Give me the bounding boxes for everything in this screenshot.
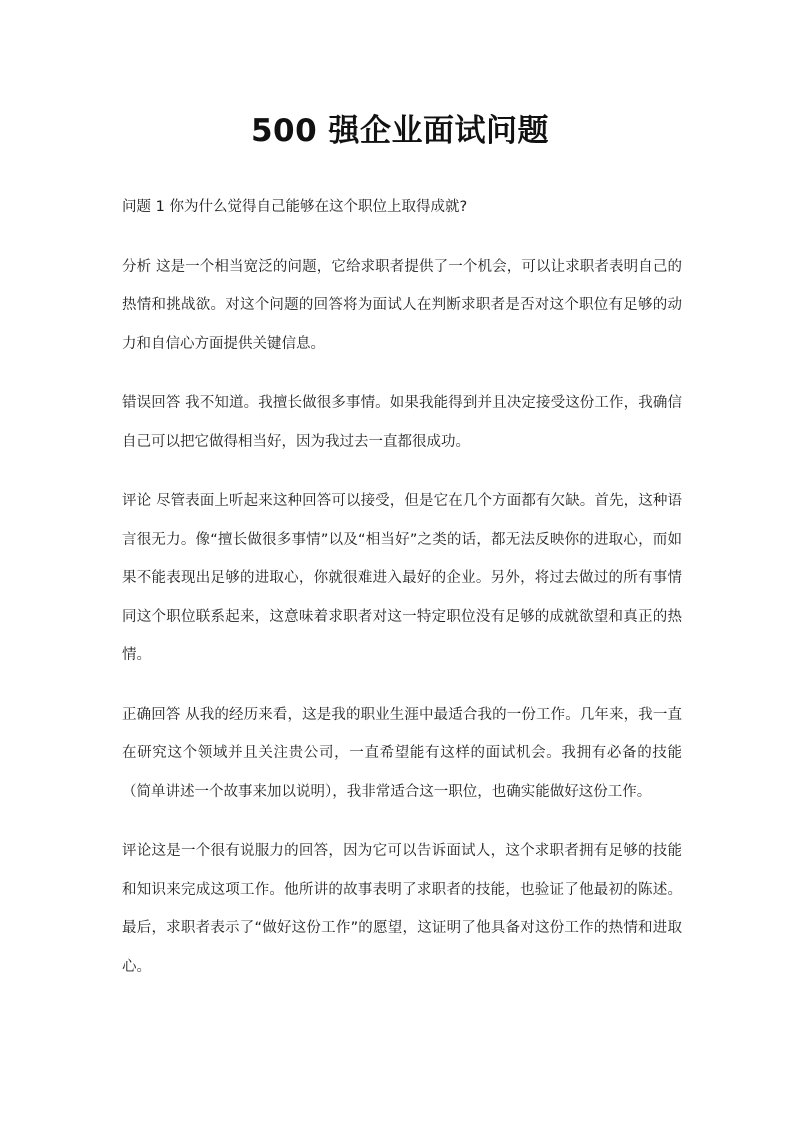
final-comment-paragraph: 评论这是一个很有说服力的回答，因为它可以告诉面试人，这个求职者拥有足够的技能和知识来完成这项工作。他所讲的故事表明了求职者的技能，也验证了他最初的陈述。最后，求职者表示了“做好这份工作”的愿望，这证明了他具备对这份工作的热情和进取心。 xyxy=(122,843,682,975)
correct-answer-paragraph: 正确回答 从我的经历来看，这是我的职业生涯中最适合我的一份工作。几年来，我一直在研究这个领域并且关注贵公司，一直希望能有这样的面试机会。我拥有必备的技能（简单讲述一个故事来加以说明），我非常适合这一职位，也确实能做好这份工作。 xyxy=(122,706,682,800)
document-title: 500 强企业面试问题 xyxy=(250,113,549,149)
analysis-paragraph: 分析 这是一个相当宽泛的问题，它给求职者提供了一个机会，可以让求职者表明自己的热情和挑战欲。对这个问题的回答将为面试人在判断求职者是否对这个职位有足够的动力和自信心方面提供关键信息。 xyxy=(122,258,682,352)
wrong-answer-paragraph: 错误回答 我不知道。我擅长做很多事情。如果我能得到并且决定接受这份工作，我确信自己可以把它做得相当好，因为我过去一直都很成功。 xyxy=(122,395,682,450)
question-paragraph: 问题 1 你为什么觉得自己能够在这个职位上取得成就? xyxy=(122,199,468,215)
comment-paragraph: 评论 尽管表面上听起来这种回答可以接受，但是它在几个方面都有欠缺。首先，这种语言很无力。像“擅长做很多事情”以及“相当好”之类的话，都无法反映你的进取心，而如果不能表现出足够的进取心，你就很难进入最好的企业。另外，将过去做过的所有事情同这个职位联系起来，这意味着求职者对这一特定职位没有足够的成就欲望和真正的热情。 xyxy=(122,493,682,663)
document-body xyxy=(122,188,682,1007)
